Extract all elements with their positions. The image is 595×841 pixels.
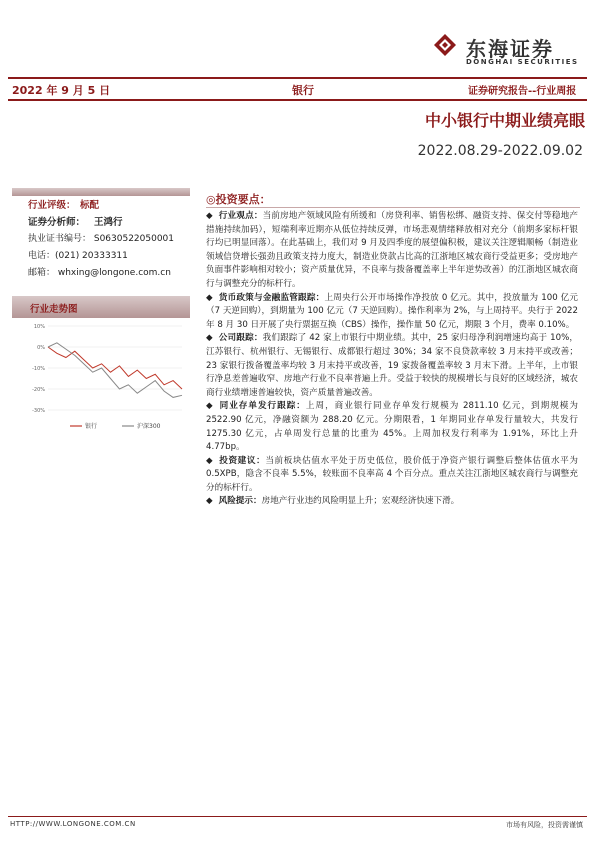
- trend-chart-label: 行业走势图: [30, 304, 78, 315]
- bullet-company-tracking: ◆ 公司跟踪：我们跟踪了 42 家上市银行中期业绩。其中，25 家归母净利润增速均高于 10%，江苏银行、杭州银行、无锡银行、成都银行超过 30%；34 家不良贷款率较 3 月末持平或改善；23 家银行拨备覆盖率均较 3 月末持平或改善，19 家拨备覆盖率较 3 月末下滑。上半年，上市银行净息差普遍收窄、房地产行业不良率普遍上升。受益于较快的规模增长与良好的区域经济，城农商行业绩增速普遍较快，资产质量普遍改善。: [206, 333, 578, 398]
- logo-chinese-name: 东海证券: [466, 37, 554, 61]
- certificate-number: 执业证书编号： S0630522050001: [28, 234, 175, 244]
- bullet-investment-advice: ◆ 投资建议：当前板块估值水平处于历史低位，股价低于净资产银行调整后整体估值水平为 0.5XPB，隐含不良率 5.5%，较账面不良率高 4 个百分点。重点关注江浙地区城农商行与调整充分的标杆行。: [206, 455, 578, 493]
- report-sector: 银行: [292, 84, 314, 97]
- header-rule-top: [8, 77, 587, 79]
- footer-disclaimer: 市场有风险，投资需谨慎: [506, 821, 583, 829]
- y-tick-label: -20%: [32, 387, 45, 393]
- rating-value: 标配: [80, 200, 100, 211]
- y-tick-label: -30%: [32, 408, 45, 414]
- analyst-name: 王鸿行: [94, 217, 123, 228]
- header-rule-bottom: [8, 99, 587, 101]
- logo-english-name: DONGHAI SECURITIES: [466, 58, 579, 66]
- y-tick-label: 0%: [37, 345, 45, 351]
- report-period: 2022.08.29-2022.09.02: [417, 143, 583, 159]
- footer-url[interactable]: HTTP://WWW.LONGONE.COM.CN: [10, 820, 136, 828]
- legend-label: 沪深300: [137, 423, 161, 430]
- bullet-monetary-policy: ◆ 货币政策与金融监管跟踪：上周央行公开市场操作净投放 0 亿元。其中，投放量为 100 亿元（7 天逆回购），到期量为 100 亿元（7 天逆回购）。操作利率为 2%，与上周持平。央行于 2022 年 8 月 30 日开展了央行票据互换（CBS）操作，操作量 50 亿元，期限 3 个月，费率 0.10%。: [206, 292, 578, 330]
- investment-highlights: [206, 210, 578, 509]
- legend-label: 银行: [85, 423, 98, 430]
- industry-trend-chart: [22, 318, 190, 438]
- donghai-logo-icon: [432, 32, 458, 58]
- report-type: 证券研究报告--行业周报: [468, 86, 577, 97]
- sidebar-top-bar: [12, 188, 190, 196]
- y-tick-label: 10%: [33, 324, 45, 330]
- investment-highlights-heading: ◎投资要点：: [206, 193, 271, 206]
- section-underline: [206, 207, 580, 208]
- bullet-ncd-tracking: ◆ 同业存单发行跟踪：上周，商业银行同业存单发行规模为 2811.10 亿元，到期规模为 2522.90 亿元，净融资额为 288.20 亿元。分期限看，1 年期同业存单发行量较大，共发行 1275.30 亿元，占单周发行总量的比重为 45%。上周加权发行利率为 1.91%，环比上升 4.77bp。: [206, 401, 578, 453]
- report-date: 2022 年 9 月 5 日: [12, 84, 111, 97]
- footer-rule: [8, 816, 587, 817]
- bullet-industry-view: ◆ 行业观点：当前房地产领域风险有所缓和（房贷利率、销售松绑、融资支持、保交付等稳地产措施持续加码），短端利率近期亦从低位持续反弹，市场悲观情绪释放相对充分（前期多家标杆银行均已明显回落）。在此基础上，我们对 9 月及四季度的展望偏积极，建议关注逻辑顺畅（制造业领域信贷增长强劲且政策支持力度大，制造业贷款占比高的江浙地区城农商行受益更多；受房地产负面事件影响相对较小；资产质量优异，不良率与拨备覆盖率上半年逆势改善）的江浙地区城农商行与调整充分的标杆行。: [206, 211, 578, 289]
- report-title: 中小银行中期业绩亮眼: [424, 111, 585, 130]
- phone-number: 电话：(021) 20333311: [28, 251, 128, 261]
- bullet-risk-warning: ◆ 风险提示：房地产行业违约风险明显上升；宏观经济快速下滑。: [206, 496, 460, 507]
- chart-legend: [70, 422, 161, 430]
- y-tick-label: -10%: [32, 366, 45, 372]
- analyst-label: 证券分析师：: [28, 217, 86, 228]
- email-address[interactable]: 邮箱： whxing@longone.com.cn: [28, 268, 171, 278]
- rating-label: 行业评级：: [28, 200, 76, 211]
